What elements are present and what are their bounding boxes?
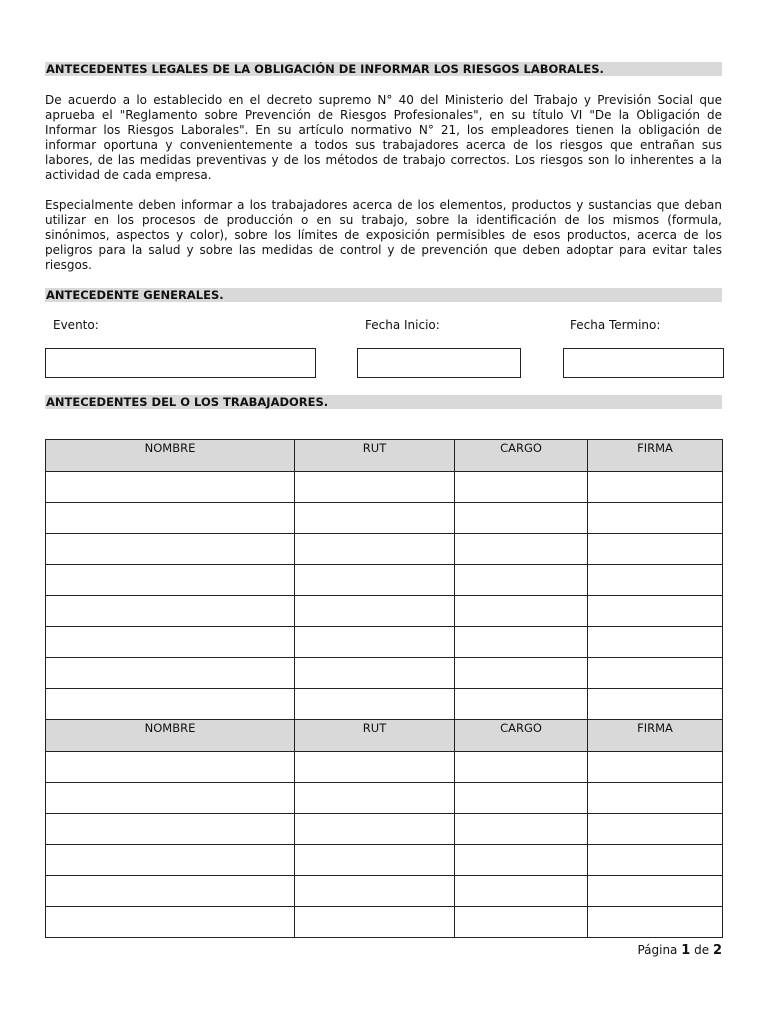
legal-background-heading: ANTECEDENTES LEGALES DE LA OBLIGACIÓN DE INFORMAR LOS RIESGOS LABORALES. — [45, 62, 722, 76]
table-cell[interactable] — [588, 783, 723, 814]
table-cell[interactable] — [295, 627, 455, 658]
legal-paragraph-2: Especialmente deben informar a los trabajadores acerca de los elementos, productos y sustancias que deban utilizar en los procesos de producción o en su trabajo, sobre la identificación de los mismos (formula, sinónimos, aspectos y color), sobre los límites de exposición permisibles de esos productos, acerca de los peligros para la salud y sobre las medidas de control y de prevención que deben adoptar para evitar tales riesgos. — [45, 198, 722, 272]
column-header: NOMBRE — [46, 440, 295, 472]
table-cell[interactable] — [588, 658, 723, 689]
table-cell[interactable] — [295, 658, 455, 689]
table-cell[interactable] — [46, 565, 295, 596]
table-cell[interactable] — [46, 783, 295, 814]
table-cell[interactable] — [455, 658, 588, 689]
table-row — [46, 845, 723, 876]
table-cell[interactable] — [588, 876, 723, 907]
table-cell[interactable] — [46, 627, 295, 658]
table-cell[interactable] — [455, 689, 588, 720]
table-cell[interactable] — [588, 627, 723, 658]
evento-field[interactable] — [45, 348, 316, 378]
table-row — [46, 814, 723, 845]
table-row — [46, 876, 723, 907]
table-cell[interactable] — [46, 472, 295, 503]
table-cell[interactable] — [455, 627, 588, 658]
fecha-termino-field[interactable] — [563, 348, 724, 378]
pagina-label: Página — [637, 943, 678, 957]
table-cell[interactable] — [295, 689, 455, 720]
table-row — [46, 534, 723, 565]
table-cell[interactable] — [588, 814, 723, 845]
general-background-heading: ANTECEDENTE GENERALES. — [45, 288, 722, 302]
table-cell[interactable] — [455, 814, 588, 845]
workers-table — [45, 439, 723, 938]
column-header: NOMBRE — [46, 720, 295, 752]
table-cell[interactable] — [295, 752, 455, 783]
table-cell[interactable] — [588, 689, 723, 720]
legal-paragraph-1: De acuerdo a lo establecido en el decreto supremo N° 40 del Ministerio del Trabajo y Previsión Social que aprueba el "Reglamento sobre Prevención de Riesgos Profesionales", en su título VI "De la Obligación de Informar los Riesgos Laborales". En su artículo normativo N° 21, los empleadores tienen la obligación de informar oportuna y convenientemente a todos sus trabajadores acerca de los riesgos que entrañan sus labores, de las medidas preventivas y de los métodos de trabajo correctos. Los riesgos son lo inherentes a la actividad de cada empresa. — [45, 93, 722, 182]
table-row — [46, 503, 723, 534]
table-cell[interactable] — [295, 503, 455, 534]
table-cell[interactable] — [295, 565, 455, 596]
page-indicator — [637, 943, 722, 958]
table-cell[interactable] — [46, 845, 295, 876]
table-cell[interactable] — [295, 814, 455, 845]
table-cell[interactable] — [455, 907, 588, 938]
table-row — [46, 658, 723, 689]
column-header: RUT — [295, 440, 455, 472]
table-cell[interactable] — [46, 689, 295, 720]
table-cell[interactable] — [455, 534, 588, 565]
table-cell[interactable] — [588, 472, 723, 503]
table-cell[interactable] — [588, 907, 723, 938]
table-cell[interactable] — [46, 534, 295, 565]
current-page: 1 — [681, 943, 691, 958]
table-cell[interactable] — [46, 876, 295, 907]
evento-label: Evento: — [53, 318, 99, 332]
total-pages: 2 — [712, 943, 722, 958]
table-cell[interactable] — [455, 565, 588, 596]
table-row — [46, 596, 723, 627]
table-cell[interactable] — [455, 783, 588, 814]
table-cell[interactable] — [455, 876, 588, 907]
table-cell[interactable] — [46, 503, 295, 534]
column-header: CARGO — [455, 720, 588, 752]
table-cell[interactable] — [455, 845, 588, 876]
table-cell[interactable] — [588, 596, 723, 627]
table-cell[interactable] — [295, 534, 455, 565]
table-row — [46, 907, 723, 938]
table-cell[interactable] — [295, 472, 455, 503]
table-cell[interactable] — [455, 503, 588, 534]
table-header-row — [46, 440, 723, 472]
table-cell[interactable] — [588, 534, 723, 565]
table-cell[interactable] — [295, 596, 455, 627]
fecha-inicio-field[interactable] — [357, 348, 521, 378]
table-row — [46, 565, 723, 596]
table-header-row — [46, 720, 723, 752]
table-cell[interactable] — [46, 658, 295, 689]
de-label: de — [694, 943, 710, 957]
column-header: RUT — [295, 720, 455, 752]
column-header: FIRMA — [588, 440, 723, 472]
table-cell[interactable] — [46, 907, 295, 938]
fecha-inicio-label: Fecha Inicio: — [365, 318, 440, 332]
table-cell[interactable] — [455, 752, 588, 783]
table-cell[interactable] — [588, 845, 723, 876]
table-row — [46, 783, 723, 814]
table-cell[interactable] — [295, 783, 455, 814]
table-row — [46, 689, 723, 720]
table-row — [46, 627, 723, 658]
table-cell[interactable] — [46, 814, 295, 845]
column-header: FIRMA — [588, 720, 723, 752]
table-cell[interactable] — [295, 907, 455, 938]
table-row — [46, 752, 723, 783]
table-cell[interactable] — [295, 876, 455, 907]
table-cell[interactable] — [455, 472, 588, 503]
table-cell[interactable] — [295, 845, 455, 876]
workers-heading: ANTECEDENTES DEL O LOS TRABAJADORES. — [45, 395, 722, 409]
table-cell[interactable] — [588, 565, 723, 596]
column-header: CARGO — [455, 440, 588, 472]
fecha-termino-label: Fecha Termino: — [570, 318, 661, 332]
table-row — [46, 472, 723, 503]
table-cell[interactable] — [588, 752, 723, 783]
table-cell[interactable] — [455, 596, 588, 627]
table-cell[interactable] — [46, 596, 295, 627]
table-cell[interactable] — [588, 503, 723, 534]
table-cell[interactable] — [46, 752, 295, 783]
